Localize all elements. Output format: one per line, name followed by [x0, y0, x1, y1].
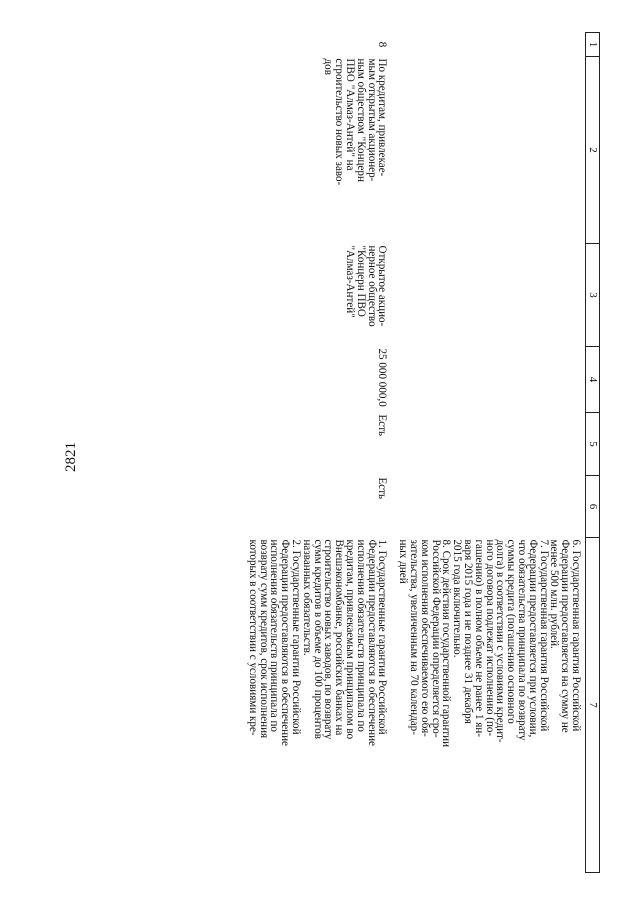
conditions-cell	[397, 538, 585, 873]
column-header: 6	[586, 476, 600, 538]
amount-cell: 25 000 000,0	[376, 348, 389, 407]
purpose-cell	[247, 57, 397, 244]
text-line: суммы кредита (погашению основного	[505, 539, 518, 724]
text-line: возврату сумм кредитов, срок исполнения	[257, 539, 270, 739]
text-line: кредитам, привлекаемым принципалом во	[344, 539, 357, 740]
empty-cell	[397, 33, 585, 57]
text-line: ного договора подлежат исполнению (по-	[483, 539, 496, 737]
column-header: 2	[586, 57, 600, 244]
text-line: Федерации предоставляется при условии,	[526, 539, 539, 738]
text-line: Внешэкономбанке, российских банках на	[333, 539, 346, 736]
text-line: строительство новых заводов, по возврату	[322, 539, 335, 740]
column-header: 3	[586, 244, 600, 347]
text-line: Федерации предоставляется на сумму не	[559, 539, 572, 733]
empty-cell	[397, 244, 585, 347]
text-line: Российской Федерации определяется сро-	[429, 539, 442, 738]
text-line: 2015 года включительно.	[451, 539, 464, 658]
text-line: 2. Государственные гарантии Российской	[290, 539, 303, 735]
text-line: мым открытым акционер-	[365, 58, 378, 182]
text-line: что обязательства принципала по возврату	[516, 539, 529, 741]
continuation-row	[397, 33, 585, 873]
text-line: Федерации предоставляются в обеспечение	[279, 539, 292, 746]
principal-cell	[247, 244, 397, 347]
column-6-cell: Есть	[376, 477, 389, 500]
text-line: исполнения обязательств принципала по	[354, 539, 367, 732]
rotated-page-content	[56, 32, 600, 872]
text-line: зательства, увеличенным на 70 календар-	[408, 539, 421, 735]
text-line: 1. Государственные гарантии Российской	[376, 539, 389, 735]
row-number-cell: 8	[376, 41, 389, 48]
empty-cell	[397, 57, 585, 244]
column-header: 5	[586, 413, 600, 476]
empty-cell	[397, 476, 585, 538]
column-header: 7	[586, 538, 600, 873]
empty-cell	[397, 413, 585, 476]
text-line: исполнения обязательств принципала по	[268, 539, 281, 732]
text-line: долга) в соответствии с условиями кредит-	[494, 539, 507, 743]
text-line: которых в соответствии с условиями кре-	[246, 539, 259, 736]
text-line: названных обязательств.	[300, 539, 313, 656]
text-line: менее 500 млн. рублей.	[548, 539, 561, 649]
text-line: ПВО "Алмаз-Антей" на	[344, 58, 357, 171]
text-line: 6. Государственная гарантия Российской	[570, 539, 582, 732]
text-line: ных дней	[397, 539, 410, 584]
text-line: По кредитам, привлекае-	[376, 58, 389, 177]
column-number-header-row	[586, 33, 600, 873]
column-5-cell: Есть	[376, 414, 389, 437]
guarantee-table	[247, 32, 600, 873]
text-line: ком исполнения обеспечиваемого ею обя-	[418, 539, 431, 737]
text-line: ным обществом "Концерн	[354, 58, 367, 182]
text-line: Открытое акцио-	[376, 245, 389, 327]
conditions-cell	[247, 538, 397, 873]
text-line: Федерации предоставляются в обеспечение	[365, 539, 378, 746]
text-line: нерное общество	[365, 245, 378, 327]
column-header: 1	[586, 33, 600, 57]
text-line: гашению) в полном объеме не ранее 1 ян-	[472, 539, 485, 738]
text-line: дов	[322, 58, 335, 75]
text-line: сумм кредитов в объеме до 100 процентов	[311, 539, 324, 740]
page-number: 2821	[63, 442, 79, 472]
text-line: "Алмаз-Антей"	[344, 245, 357, 318]
text-line: строительство новых заво-	[333, 58, 346, 186]
text-line: варя 2015 года и не позднее 31 декабря	[462, 539, 475, 724]
empty-cell	[397, 347, 585, 413]
text-line: 8. Срок действия государственной гарантии	[440, 539, 453, 748]
text-line: "Концерн ПВО	[354, 245, 367, 317]
table-row	[247, 33, 397, 873]
text-line: 7. Государственная гарантия Российской	[537, 539, 550, 732]
column-header: 4	[586, 347, 600, 413]
